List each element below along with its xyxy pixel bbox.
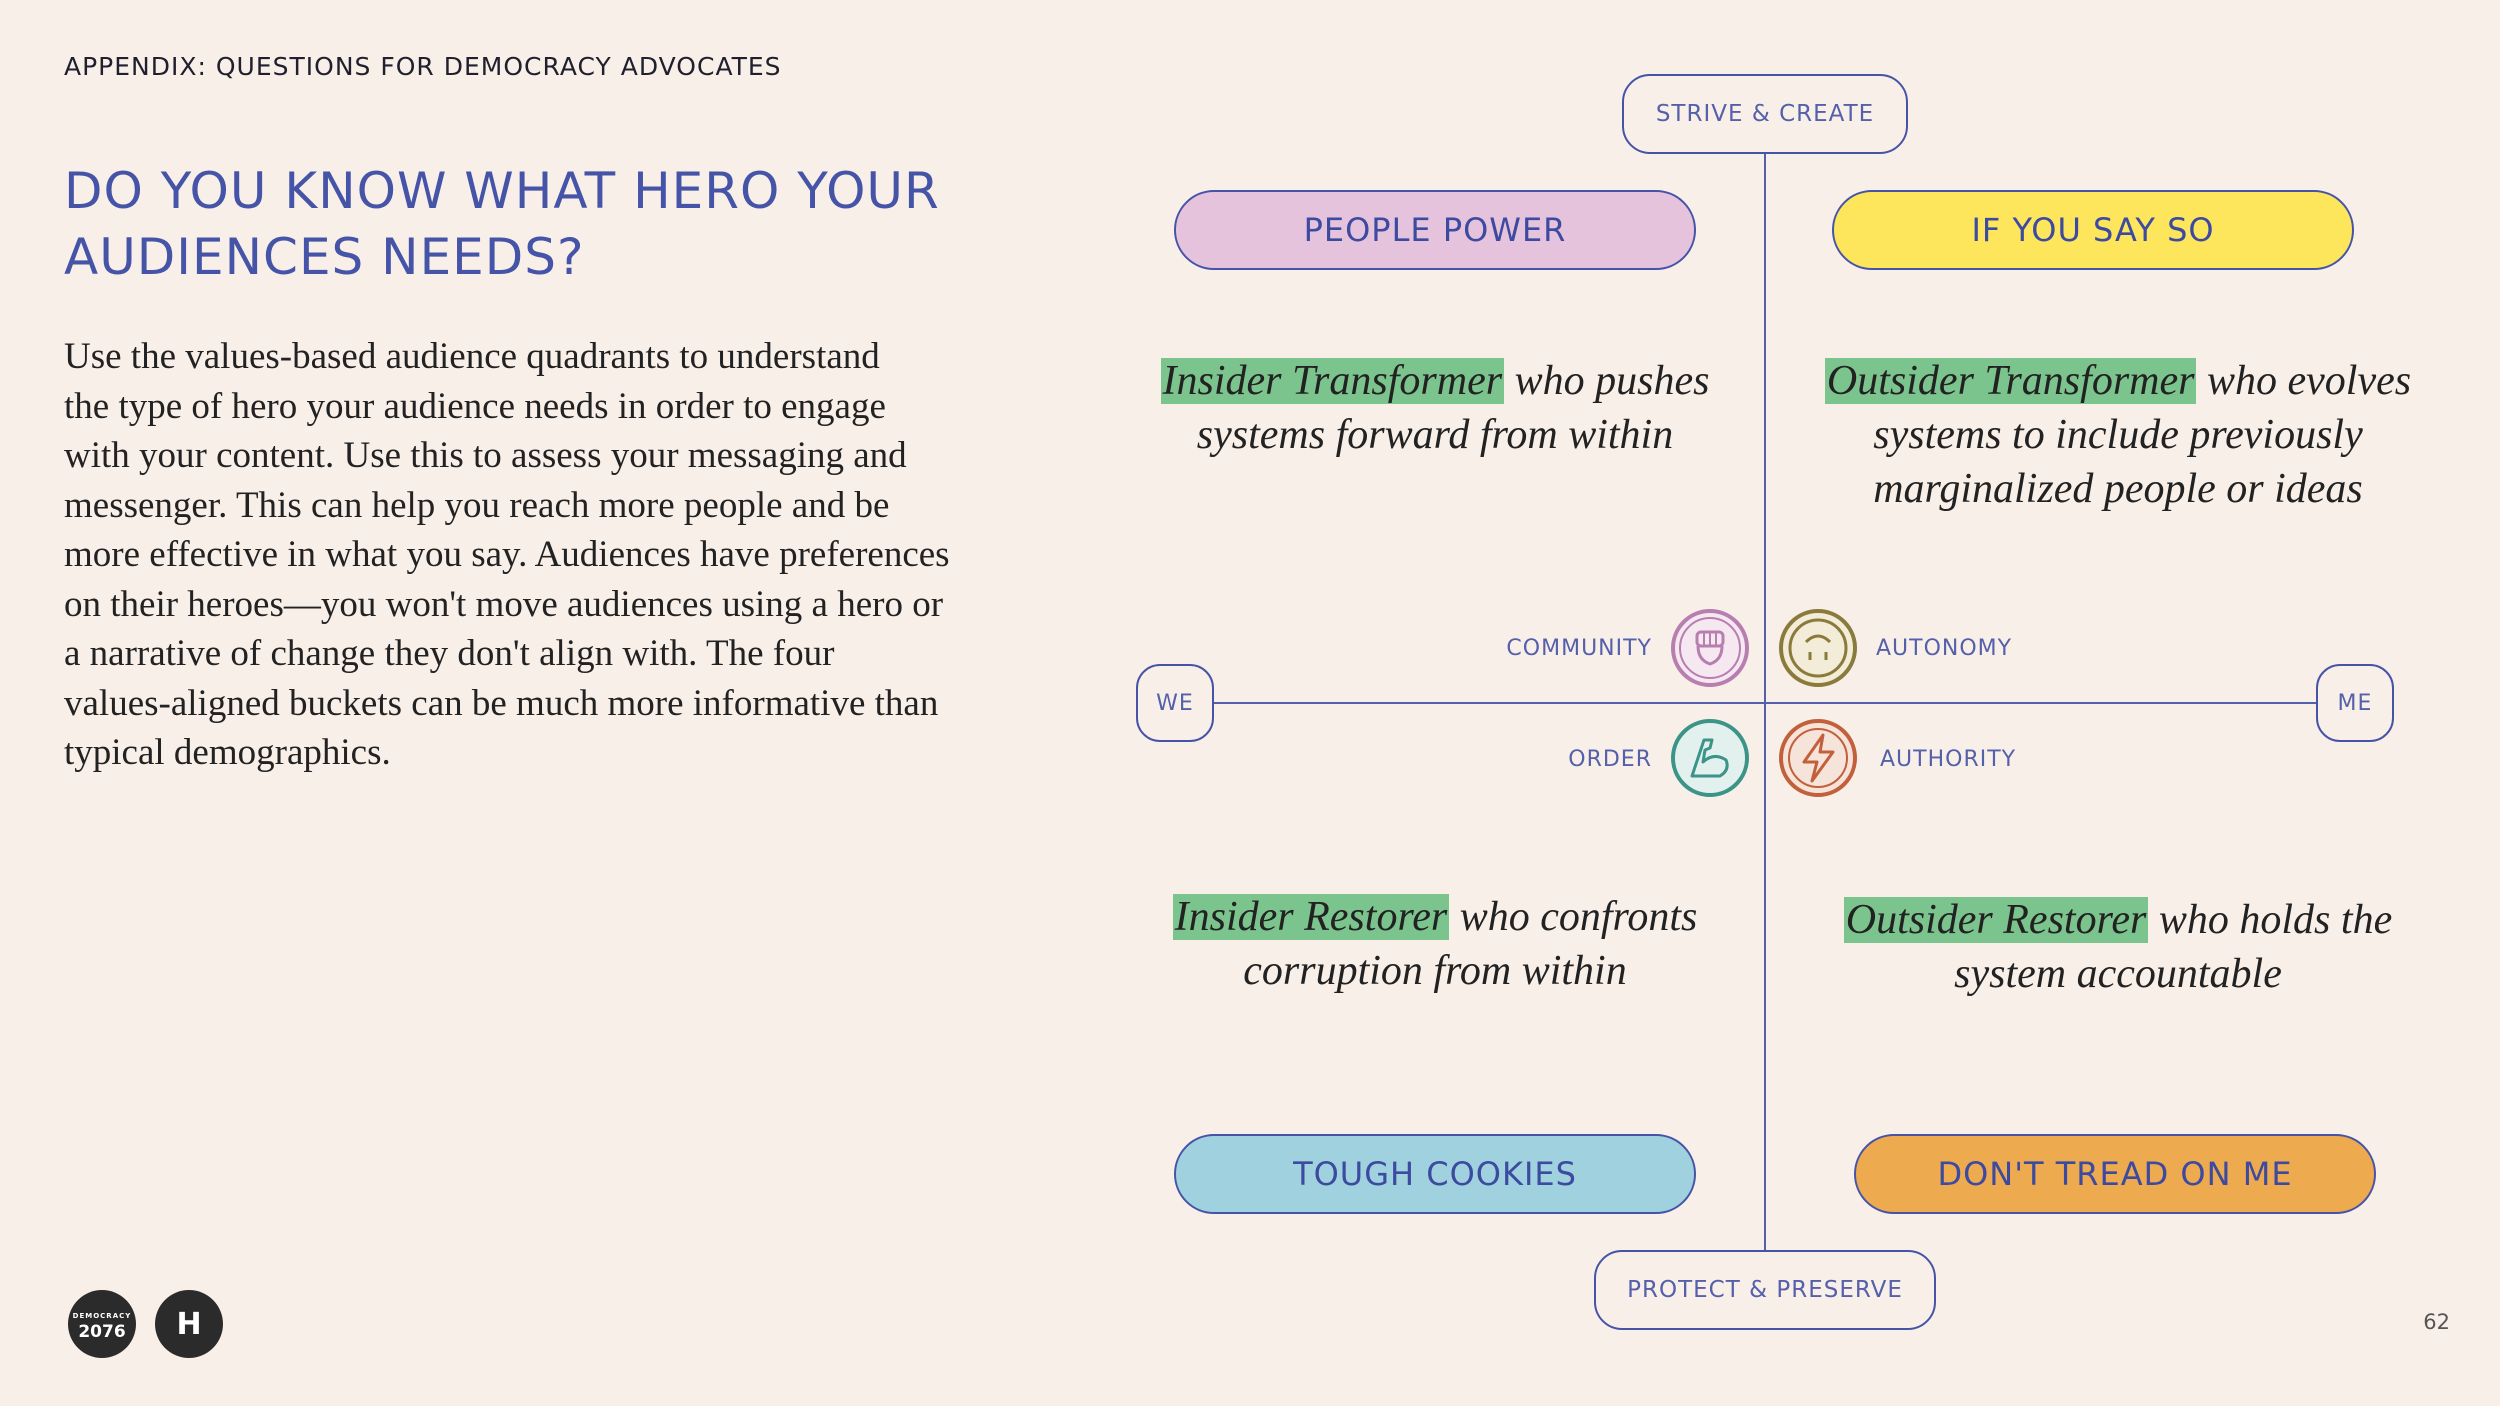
- quadrant-pill-if-you-say-so: IF YOU SAY SO: [1832, 190, 2354, 270]
- axis-label-left: WE: [1136, 664, 1214, 742]
- value-label-authority: AUTHORITY: [1880, 747, 2017, 772]
- hero-desc: who evolves: [2196, 358, 2412, 404]
- body-line: more effective in what you say. Audiences have preferences: [64, 534, 950, 575]
- quadrant-pill-people-power: PEOPLE POWER: [1174, 190, 1696, 270]
- value-label-autonomy: AUTONOMY: [1876, 636, 2013, 661]
- vertical-axis: [1764, 152, 1766, 1252]
- hero-name-highlight: Outsider Restorer: [1845, 897, 2147, 943]
- horizontal-axis: [1178, 702, 2318, 704]
- quadrant-pill-dont-tread-on-me: DON'T TREAD ON ME: [1854, 1134, 2376, 1214]
- hero-name-highlight: Insider Transformer: [1162, 358, 1503, 404]
- upside-down-smile-icon: [1778, 608, 1858, 688]
- value-label-community: COMMUNITY: [1506, 636, 1652, 661]
- hero-desc: who confronts: [1449, 894, 1698, 940]
- body-line: the type of hero your audience needs in order to engage: [64, 385, 886, 427]
- body-line: Use the values-based audience quadrants to understand: [64, 336, 880, 377]
- axis-label-right: ME: [2316, 664, 2394, 742]
- body-line: messenger. This can help you reach more people and be: [64, 484, 890, 526]
- lightning-bolt-icon: [1778, 718, 1858, 798]
- hero-desc: systems forward from within: [1196, 412, 1674, 458]
- hero-name-highlight: Outsider Transformer: [1826, 358, 2195, 404]
- hero-outsider-restorer: [1818, 893, 2418, 1001]
- body-paragraph: [64, 332, 984, 778]
- hero-desc: systems to include previously: [1873, 412, 2363, 458]
- body-line: a narrative of change they don't align with. The four: [64, 633, 835, 674]
- hero-desc: who holds the: [2148, 897, 2393, 943]
- axis-label-bottom: PROTECT & PRESERVE: [1594, 1250, 1936, 1330]
- title-line-2: AUDIENCES NEEDS?: [64, 228, 585, 286]
- title-line-1: DO YOU KNOW WHAT HERO YOUR: [64, 162, 940, 220]
- axis-label-top: STRIVE & CREATE: [1622, 74, 1908, 154]
- logo-text-bottom: 2076: [78, 1322, 126, 1342]
- hero-desc: corruption from within: [1243, 948, 1627, 994]
- page-number: 62: [2423, 1310, 2450, 1334]
- logo-text-top: DEMOCRACY: [72, 1312, 132, 1320]
- hero-desc: marginalized people or ideas: [1873, 466, 2363, 512]
- body-line: on their heroes—you won't move audiences using a hero or: [64, 583, 944, 625]
- body-line: typical demographics.: [64, 732, 391, 773]
- quadrant-pill-tough-cookies: TOUGH COOKIES: [1174, 1134, 1696, 1214]
- hero-outsider-transformer: [1818, 354, 2418, 516]
- raised-fist-icon: [1670, 608, 1750, 688]
- hero-desc: who pushes: [1504, 358, 1710, 404]
- appendix-header: APPENDIX: QUESTIONS FOR DEMOCRACY ADVOCATES: [64, 52, 782, 81]
- democracy-2076-logo: [68, 1290, 136, 1358]
- hero-desc: system accountable: [1954, 951, 2282, 997]
- body-line: values-aligned buckets can be much more informative than: [64, 682, 939, 724]
- hero-name-highlight: Insider Restorer: [1174, 894, 1448, 940]
- hero-insider-transformer: [1140, 354, 1730, 462]
- value-label-order: ORDER: [1568, 747, 1652, 772]
- page-title: [64, 158, 964, 290]
- hero-insider-restorer: [1140, 890, 1730, 998]
- body-line: with your content. Use this to assess your messaging and: [64, 435, 907, 476]
- flexed-arm-icon: [1670, 718, 1750, 798]
- h-logo: H: [155, 1290, 223, 1358]
